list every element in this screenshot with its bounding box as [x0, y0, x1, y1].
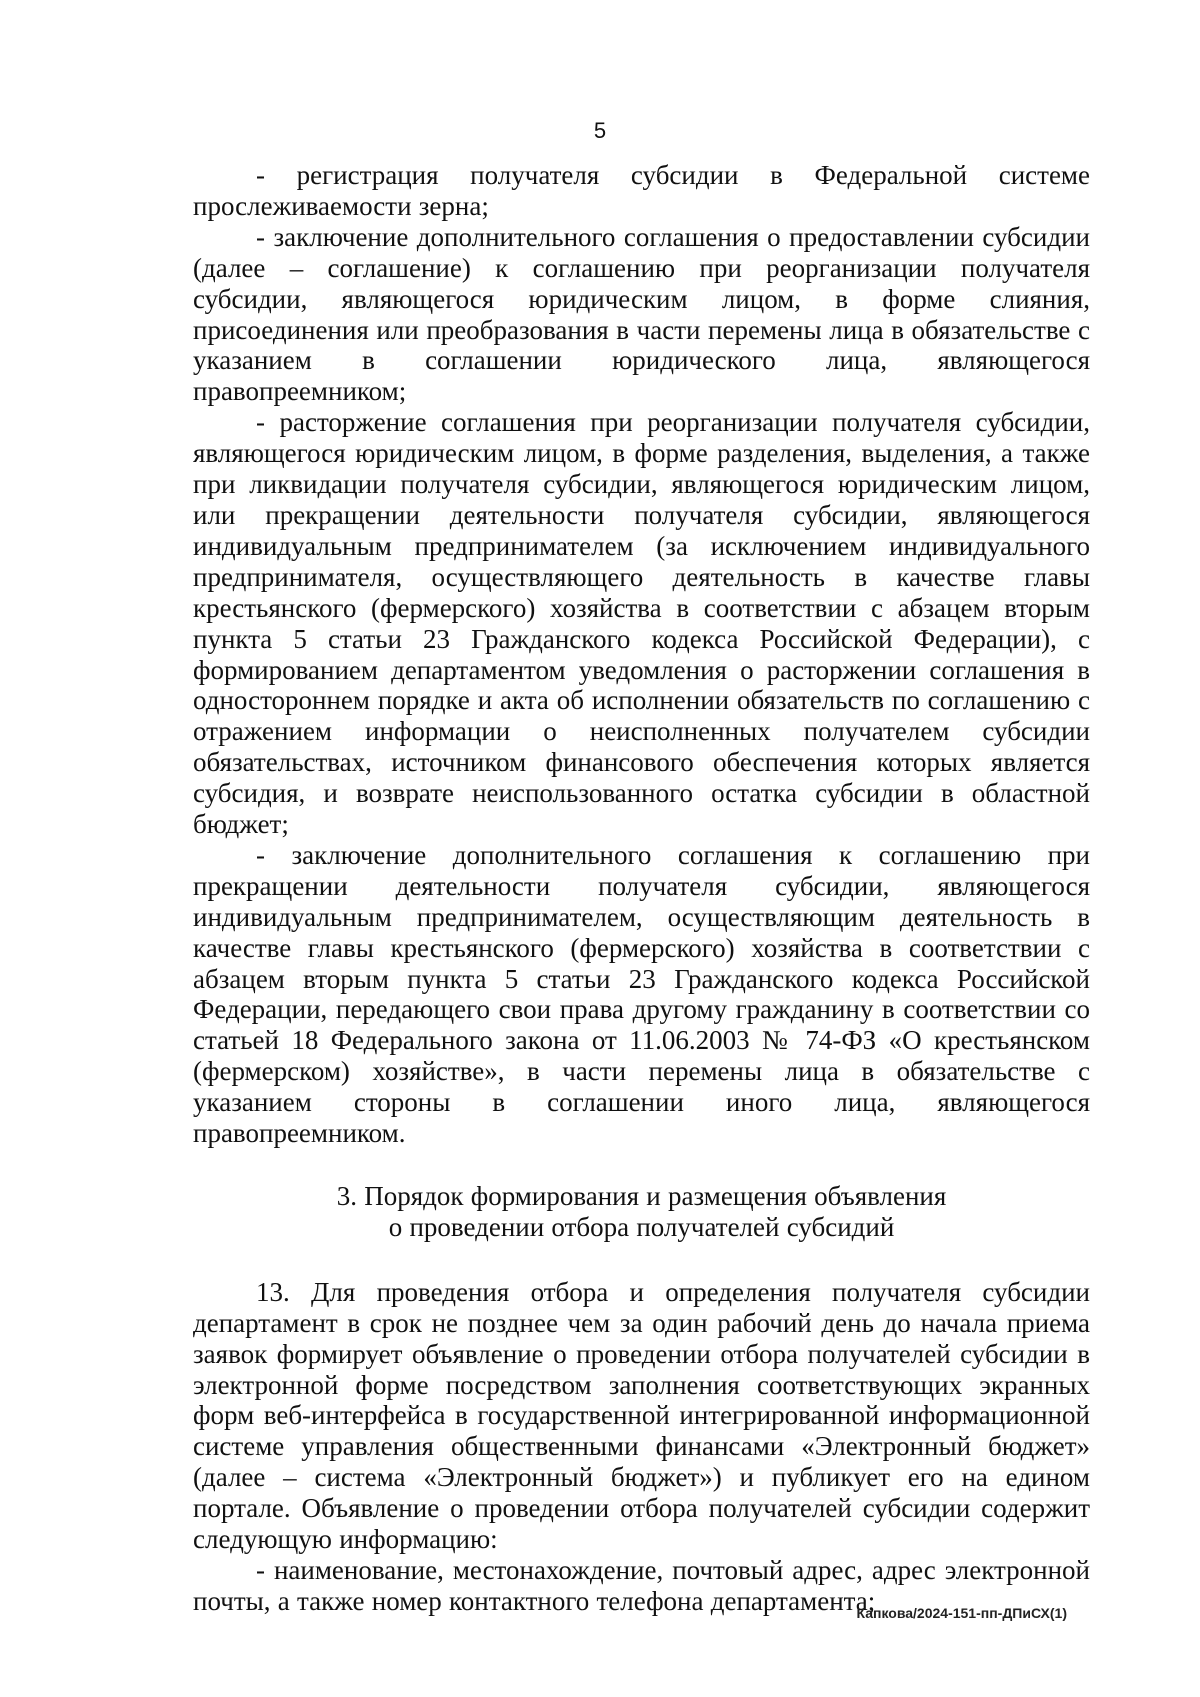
paragraph-supplementary-agreement-reorganization: - заключение дополнительного соглашения о предоставлении субсидии (далее – соглашение) к соглашению при реорганизации получателя субсидии, являющегося юридическим лицом, в форме слияния, присоединения или преобразования в части перемены лица в обязательстве с указанием в соглашении юридического лица, являющегося правопреемником;	[193, 221, 1090, 407]
paragraph-item-13: 13. Для проведения отбора и определения получателя субсидии департамент в срок не позднее чем за один рабочий день до начала приема заявок формирует объявление о проведении отбора получателей субсидии в электронной форме посредством заполнения соответствующих экранных форм веб-интерфейса в государственной интегрированной информационной системе управления общественными финансами «Электронный бюджет» (далее – система «Электронный бюджет») и публикует его на едином портале. Объявление о проведении отбора получателей субсидии содержит следующую информацию:	[193, 1276, 1090, 1555]
paragraph-supplementary-agreement-farm-head: - заключение дополнительного соглашения к соглашению при прекращении деятельности получателя субсидии, являющегося индивидуальным предпринимателем, осуществляющим деятельность в качестве главы крестьянского (фермерского) хозяйства в соответствии с абзацем вторым пункта 5 статьи 23 Гражданского кодекса Российской Федерации, передающего свои права другому гражданину в соответствии со статьей 18 Федерального закона от 11.06.2003 № 74-ФЗ «О крестьянском (фермерском) хозяйстве», в части перемены лица в обязательстве с указанием стороны в соглашении иного лица, являющегося правопреемником.	[193, 839, 1090, 1149]
document-body	[193, 160, 1090, 1617]
page-number: 5	[593, 118, 607, 143]
document-code-footer: Капкова/2024-151-пп-ДПиСХ(1)	[856, 1605, 1067, 1621]
paragraph-grain-traceability: - регистрация получателя субсидии в Федеральной системе прослеживаемости зерна;	[193, 160, 1090, 221]
section-heading	[193, 1181, 1090, 1243]
paragraph-department-contacts: - наименование, местонахождение, почтовый адрес, адрес электронной почты, а также номер контактного телефона департамента;	[193, 1554, 1090, 1616]
paragraph-agreement-termination: - расторжение соглашения при реорганизации получателя субсидии, являющегося юридическим лицом, в форме разделения, выделения, а также при ликвидации получателя субсидии, являющегося юридическим лицом, или прекращении деятельности получателя субсидии, являющегося индивидуальным предпринимателем (за исключением индивидуального предпринимателя, осуществляющего деятельность в качестве главы крестьянского (фермерского) хозяйства в соответствии с абзацем вторым пункта 5 статьи 23 Гражданского кодекса Российской Федерации), с формированием департаментом уведомления о расторжении соглашения в одностороннем порядке и акта об исполнении обязательств по соглашению с отражением информации о неисполненных получателем субсидии обязательствах, источником финансового обеспечения которых является субсидия, и возврате неиспользованного остатка субсидии в областной бюджет;	[193, 407, 1090, 840]
section-heading-line-1: 3. Порядок формирования и размещения объявления	[336, 1181, 947, 1211]
section-heading-line-2: о проведении отбора получателей субсидий	[388, 1211, 895, 1242]
